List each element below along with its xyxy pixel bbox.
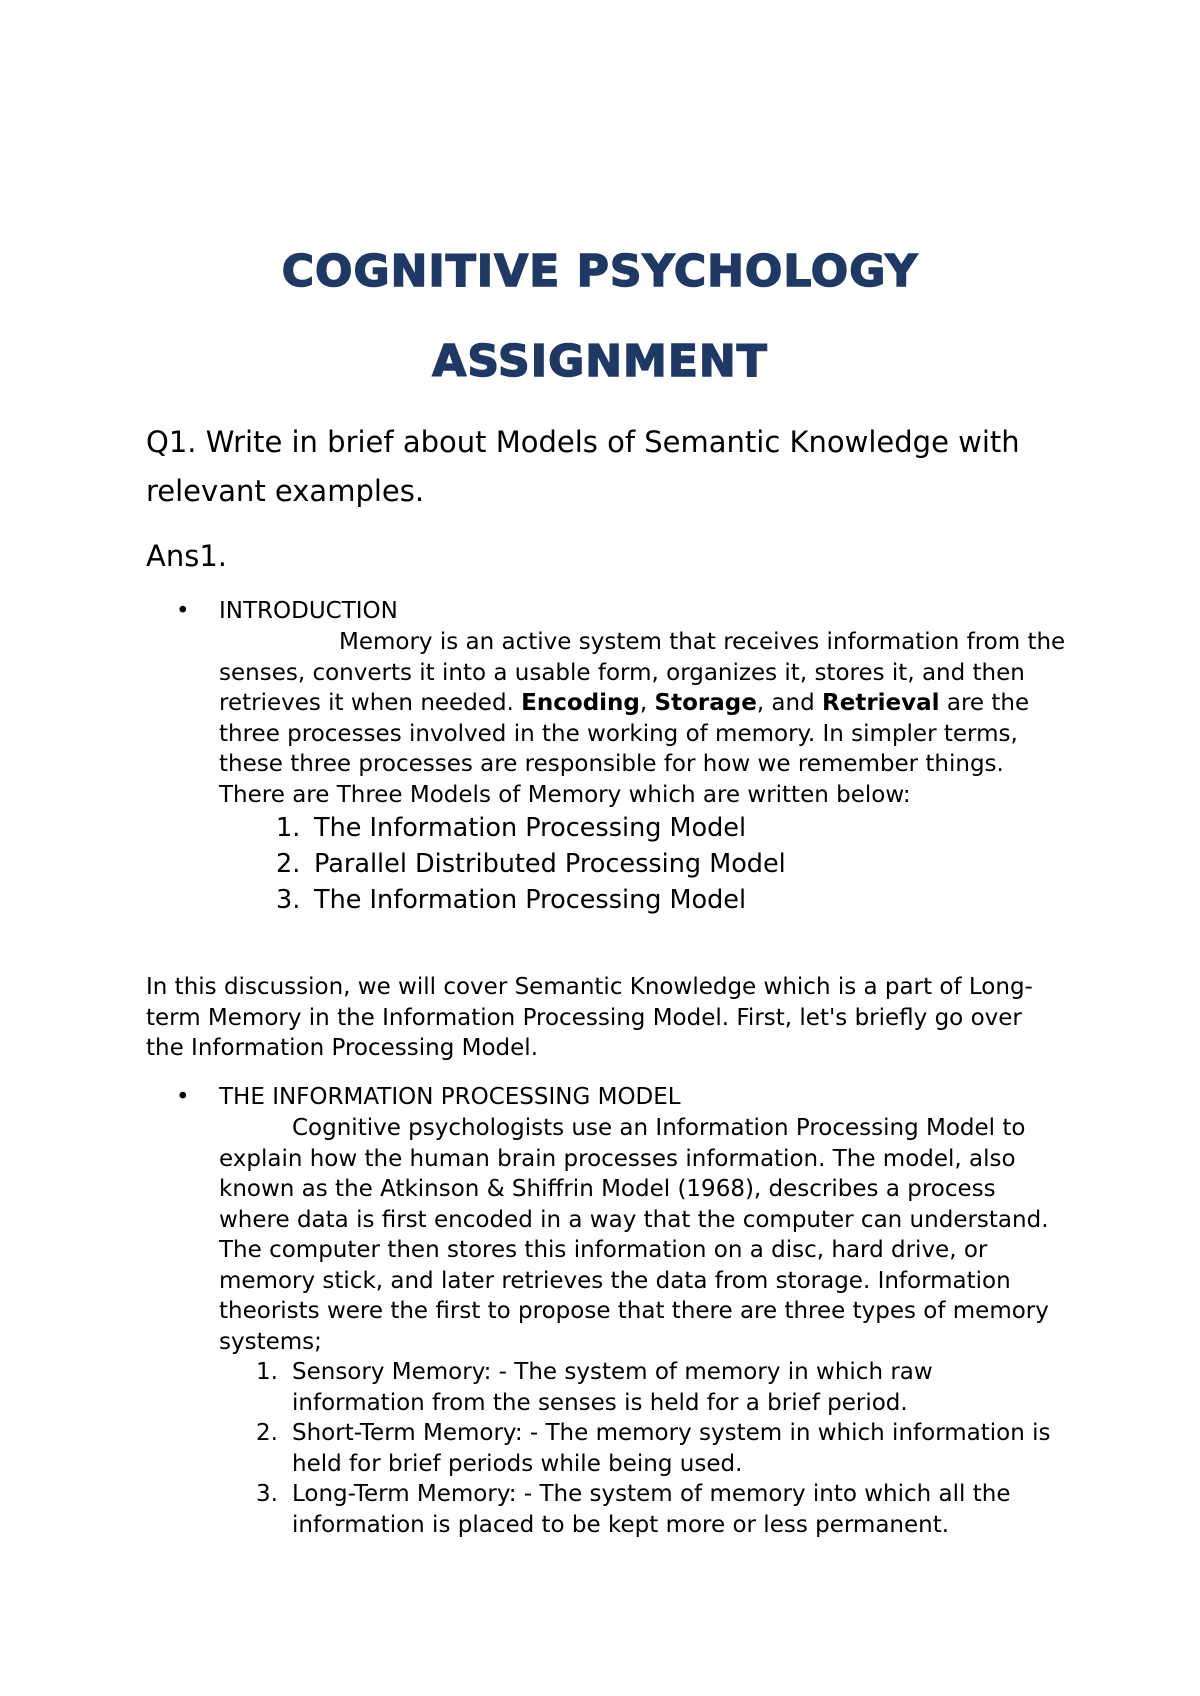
memory-models-list [146, 810, 1066, 918]
list-number: 2. [276, 849, 301, 879]
list-item-text: The Information Processing Model [314, 885, 747, 915]
list-item [146, 1418, 1066, 1479]
intro-separator-2: , and [756, 690, 815, 716]
memory-types-list [146, 1357, 1066, 1540]
list-item-text: Short-Term Memory: - The memory system in which information is held for brief periods while being used. [292, 1420, 1051, 1477]
list-item-text: Long-Term Memory: - The system of memory into which all the information is placed to be kept more or less permanent. [292, 1481, 1011, 1538]
list-item-text: Parallel Distributed Processing Model [314, 849, 786, 879]
list-number: 1. [256, 1359, 278, 1385]
list-item-text: The Information Processing Model [314, 813, 747, 843]
list-item-text: Sensory Memory: - The system of memory in which raw information from the senses is held for a brief period. [292, 1359, 933, 1416]
term-retrieval: Retrieval [822, 690, 940, 716]
term-storage: Storage [654, 690, 757, 716]
question-1 [146, 418, 1066, 516]
bullet-item-ipm [146, 1082, 1066, 1113]
introduction-paragraph [146, 627, 1066, 810]
ipm-heading: THE INFORMATION PROCESSING MODEL [219, 1084, 681, 1110]
list-number: 3. [256, 1481, 278, 1507]
ipm-paragraph [146, 1113, 1066, 1357]
answer-label: Ans1. [146, 539, 227, 573]
ipm-section [146, 1082, 1066, 1540]
title-line-1: COGNITIVE PSYCHOLOGY [281, 246, 919, 297]
bullet-icon: • [176, 598, 190, 624]
question-label: Q1. [146, 425, 197, 459]
list-item [146, 846, 1066, 882]
term-encoding: Encoding [521, 690, 640, 716]
ipm-text: Cognitive psychologists use an Information Processing Model to explain how the human brain processes information. The model, also known as the Atkinson & Shiffrin Model (1968), describes a process where data is first encoded in a way that the computer can understand. The computer then stores this information on a disc, hard drive, or memory stick, and later retrieves the data from storage. Information theorists were the first to propose that there are three types of memory systems; [219, 1115, 1049, 1355]
list-item [146, 882, 1066, 918]
question-text: Write in brief about Models of Semantic Knowledge with relevant examples. [146, 425, 1020, 508]
introduction-section [146, 596, 1066, 918]
list-number: 1. [276, 813, 301, 843]
list-item [146, 1357, 1066, 1418]
list-item [146, 1479, 1066, 1540]
bullet-item-introduction [146, 596, 1066, 627]
introduction-heading: INTRODUCTION [219, 598, 398, 624]
bullet-icon: • [176, 1084, 190, 1110]
list-number: 3. [276, 885, 301, 915]
title-line-2: ASSIGNMENT [432, 336, 768, 387]
intro-text-part2: are the three processes involved in the working of memory. In simpler terms, these three processes are responsible for how we remember things. There are Three Models of Memory which are written below: [219, 690, 1030, 808]
list-item [146, 810, 1066, 846]
intro-text-part1: Memory is an active system that receives information from the senses, converts it into a usable form, organizes it, stores it, and then retrieves it when needed. [219, 629, 1066, 716]
intro-separator-1: , [639, 690, 648, 716]
list-number: 2. [256, 1420, 278, 1446]
discussion-paragraph: In this discussion, we will cover Semantic Knowledge which is a part of Long-term Memory in the Information Processing Model. First, let's briefly go over the Information Processing Model. [146, 974, 1033, 1061]
